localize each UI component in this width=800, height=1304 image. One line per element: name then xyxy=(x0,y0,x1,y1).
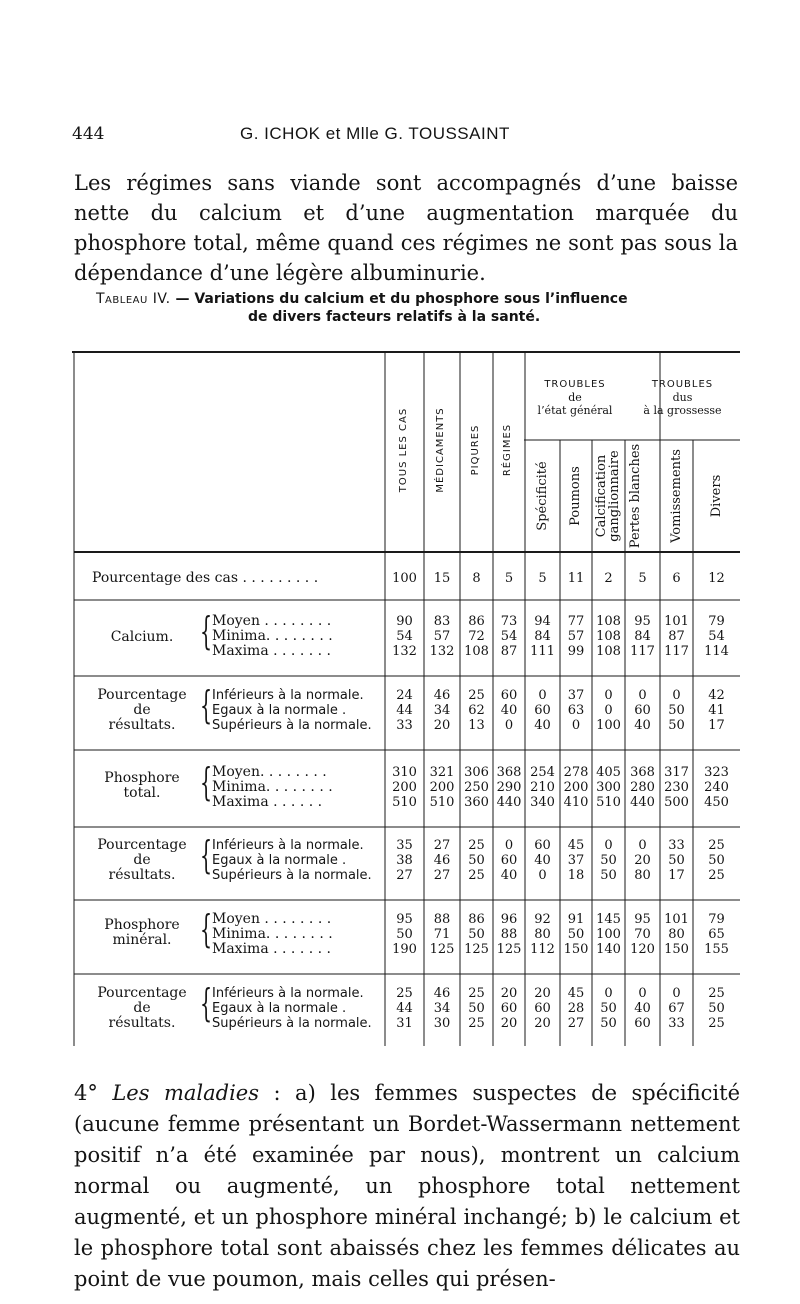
row-group-label-line: total. xyxy=(123,785,161,801)
table-cell: 190 xyxy=(392,942,417,957)
table-cell: 44 xyxy=(396,703,413,718)
table-cell: 250 xyxy=(464,780,489,795)
table-cell: 278 xyxy=(563,765,589,780)
table-cell: 510 xyxy=(596,795,621,810)
table-cell: 34 xyxy=(433,703,451,718)
row-group-label xyxy=(90,986,194,1031)
row-group-label-line: de xyxy=(133,702,151,718)
row-group-label xyxy=(90,918,194,948)
table-cell: 60 xyxy=(500,1001,518,1016)
table-cell: 62 xyxy=(468,703,485,718)
table-cell: 95 xyxy=(396,912,413,927)
table-cell: 200 xyxy=(392,780,417,795)
table-cell: 254 xyxy=(530,765,555,780)
table-cell: 45 xyxy=(567,986,585,1001)
table-cell: 25 xyxy=(468,868,485,883)
row-label: Supérieurs à la normale. xyxy=(212,868,372,883)
table-cell: 11 xyxy=(567,571,585,586)
group-header-line3: l’état général xyxy=(537,404,613,417)
table-cell: 54 xyxy=(500,629,518,644)
row-label: Egaux à la normale . xyxy=(212,703,347,718)
table-cell: 125 xyxy=(429,942,455,957)
table-cell: 306 xyxy=(464,765,489,780)
running-head xyxy=(72,124,752,148)
table-cell: 60 xyxy=(534,838,551,853)
table-cell: 25 xyxy=(468,688,485,703)
table-cell: 117 xyxy=(664,644,689,659)
subcolumn-header: Spécificité xyxy=(534,461,550,531)
group-header-line3: à la grossesse xyxy=(643,404,722,417)
table-cell: 37 xyxy=(567,688,585,703)
row-group-label-line: résultats. xyxy=(108,867,176,883)
table-cell: 200 xyxy=(563,780,589,795)
table-cell: 2 xyxy=(604,571,613,586)
table-cell: 50 xyxy=(468,1001,485,1016)
table-cell: 20 xyxy=(433,718,451,733)
table-cell: 70 xyxy=(634,927,651,942)
table-cell: 34 xyxy=(433,1001,451,1016)
subcolumn-header: Vomissements xyxy=(668,449,684,543)
column-header: RÉGIMES xyxy=(502,423,513,477)
table-cell: 80 xyxy=(668,927,685,942)
table-cell: 50 xyxy=(600,1016,617,1031)
table-cell: 33 xyxy=(668,1016,685,1031)
table-cell: 25 xyxy=(708,838,725,853)
table-cell: 300 xyxy=(596,780,621,795)
table-cell: 60 xyxy=(500,853,518,868)
table-cell: 0 xyxy=(672,688,681,703)
table-cell: 50 xyxy=(600,868,617,883)
table-cell: 20 xyxy=(634,853,651,868)
row-label: Maxima . . . . . . . xyxy=(212,941,331,957)
table-cell: 25 xyxy=(708,868,725,883)
table-cell: 112 xyxy=(530,942,555,957)
row-label: Supérieurs à la normale. xyxy=(212,1016,372,1031)
table-cell: 101 xyxy=(664,912,689,927)
table-cell: 86 xyxy=(468,614,485,629)
table-cell: 79 xyxy=(708,912,725,927)
table-cell: 79 xyxy=(708,614,725,629)
brace-icon: { xyxy=(200,683,213,727)
table-cell: 95 xyxy=(634,912,651,927)
row-sublabels xyxy=(212,614,333,659)
subcolumn-header: Pertes blanches xyxy=(627,443,643,549)
table-cell: 57 xyxy=(567,629,585,644)
table-cell: 0 xyxy=(604,986,613,1001)
table-cell: 210 xyxy=(530,780,555,795)
table-cell: 140 xyxy=(596,942,621,957)
table-cell: 90 xyxy=(396,614,413,629)
table-cell: 120 xyxy=(630,942,655,957)
table-cell: 33 xyxy=(396,718,413,733)
section-number: 4° xyxy=(74,1081,113,1105)
table-cell: 42 xyxy=(708,688,725,703)
table-cell: 0 xyxy=(538,868,547,883)
table-cell: 240 xyxy=(704,780,729,795)
row-group-label-line: résultats. xyxy=(108,1015,176,1031)
table-cell: 41 xyxy=(708,703,725,718)
table-cell: 440 xyxy=(496,795,522,810)
table-cell: 6 xyxy=(672,571,681,586)
row-group-label-line: Pourcentage xyxy=(97,837,187,853)
table-cell: 72 xyxy=(468,629,485,644)
table-cell: 0 xyxy=(638,986,647,1001)
table-cell: 25 xyxy=(396,986,413,1001)
group-header xyxy=(525,378,625,417)
table-cell: 17 xyxy=(708,718,725,733)
table-cell: 57 xyxy=(433,629,451,644)
row-group-label xyxy=(90,688,194,733)
table-cell: 86 xyxy=(468,912,485,927)
table-cell: 50 xyxy=(396,927,413,942)
row-label: Maxima . . . . . . xyxy=(212,794,323,810)
row-group-label-line: Pourcentage xyxy=(97,985,187,1001)
table-cell: 60 xyxy=(634,1016,651,1031)
table-cell: 100 xyxy=(596,718,621,733)
row-label: Moyen . . . . . . . . xyxy=(212,911,332,927)
table-cell: 25 xyxy=(708,1016,725,1031)
table-cell: 13 xyxy=(468,718,485,733)
table-cell: 50 xyxy=(468,927,485,942)
table-cell: 40 xyxy=(500,868,518,883)
table-cell: 0 xyxy=(672,986,681,1001)
row-group-label-line: Pourcentage xyxy=(97,687,187,703)
table-cell: 0 xyxy=(504,838,514,853)
table-cell: 88 xyxy=(500,927,518,942)
table-cell: 54 xyxy=(396,629,413,644)
section-text: : a) les femmes suspectes de spécificité (aucune femme présentant un Bordet-Wassermann nettement positif n’a été examinée par nous), montrent un calcium normal ou augmenté, un phosphore total nettement augmenté, et un phosphore minéral inchangé; b) le calcium et le phosphore total sont abaissés chez les femmes délicates au point de vue poumon, mais celles qui présen- xyxy=(74,1081,740,1291)
table-cell: 50 xyxy=(567,927,585,942)
table-cell: 40 xyxy=(534,853,551,868)
table-cell: 20 xyxy=(534,1016,551,1031)
table-cell: 35 xyxy=(396,838,413,853)
table-cell: 150 xyxy=(563,942,589,957)
table-cell: 500 xyxy=(664,795,689,810)
row-group-label xyxy=(90,771,194,801)
group-header-line2: de xyxy=(568,391,582,404)
table-cell: 92 xyxy=(534,912,551,927)
row-sublabels xyxy=(212,765,333,810)
table-cell: 0 xyxy=(538,688,547,703)
row-group-label-line: de xyxy=(133,852,151,868)
table-cell: 99 xyxy=(567,644,585,659)
table-cell: 405 xyxy=(596,765,621,780)
table-cell: 40 xyxy=(534,718,551,733)
row-label: Egaux à la normale . xyxy=(212,1001,347,1016)
table-cell: 368 xyxy=(630,765,655,780)
table-cell: 50 xyxy=(600,1001,617,1016)
table-cell: 87 xyxy=(668,629,685,644)
page-number: 444 xyxy=(72,124,105,144)
table-cell: 15 xyxy=(433,571,451,586)
table-cell: 67 xyxy=(668,1001,685,1016)
column-header: MÉDICAMENTS xyxy=(435,407,446,493)
table-cell: 12 xyxy=(708,571,725,586)
table-cell: 50 xyxy=(668,853,685,868)
section-title: Les maladies xyxy=(112,1081,260,1105)
row-group-label xyxy=(90,838,194,883)
table-cell: 340 xyxy=(530,795,555,810)
table-cell: 84 xyxy=(534,629,551,644)
row-label: Minima. . . . . . . . xyxy=(212,628,333,644)
table-cell: 31 xyxy=(396,1016,413,1031)
table-cell: 46 xyxy=(433,986,451,1001)
table-cell: 25 xyxy=(468,1016,485,1031)
table-cell: 111 xyxy=(530,644,555,659)
table-cell: 317 xyxy=(664,765,689,780)
table-cell: 230 xyxy=(664,780,689,795)
table-cell: 108 xyxy=(464,644,489,659)
brace-icon: { xyxy=(200,907,213,951)
table-cell: 360 xyxy=(464,795,489,810)
table-cell: 30 xyxy=(433,1016,451,1031)
table-cell: 25 xyxy=(468,838,485,853)
row-label: Inférieurs à la normale. xyxy=(212,838,364,853)
table-cell: 368 xyxy=(496,765,522,780)
table-cell: 44 xyxy=(396,1001,413,1016)
table-cell: 38 xyxy=(396,853,413,868)
group-header-line2: dus xyxy=(672,391,693,404)
table-cell: 94 xyxy=(534,614,551,629)
row-group-label-line: Phosphore xyxy=(104,770,180,786)
table-cell: 0 xyxy=(571,718,581,733)
caption-line-1: — Variations du calcium et du phosphore sous l’influence xyxy=(170,291,628,307)
brace-icon: { xyxy=(200,981,213,1025)
table-cell: 77 xyxy=(567,614,585,629)
table-cell: 50 xyxy=(708,853,725,868)
table-cell: 8 xyxy=(472,571,481,586)
table-cell: 27 xyxy=(433,868,451,883)
table-cell: 95 xyxy=(634,614,651,629)
table-cell: 0 xyxy=(638,688,647,703)
row-group-label xyxy=(90,630,194,645)
table-cell: 5 xyxy=(538,571,547,586)
table-cell: 290 xyxy=(496,780,522,795)
table-cell: 108 xyxy=(596,614,621,629)
table-cell: 100 xyxy=(392,571,417,586)
table-cell: 0 xyxy=(504,718,514,733)
table-cell: 0 xyxy=(604,703,613,718)
table-cell: 0 xyxy=(604,688,613,703)
column-header: TOUS LES CAS xyxy=(397,407,409,493)
table-cell: 65 xyxy=(708,927,725,942)
brace-icon: { xyxy=(200,609,213,653)
table-cell: 20 xyxy=(500,986,518,1001)
table-cell: 60 xyxy=(500,688,518,703)
table-cell: 132 xyxy=(429,644,455,659)
table-cell: 27 xyxy=(433,838,451,853)
table-cell: 40 xyxy=(634,718,651,733)
row-label: Supérieurs à la normale. xyxy=(212,718,372,733)
row-sublabels xyxy=(212,986,372,1031)
table-cell: 60 xyxy=(534,1001,551,1016)
table-cell: 310 xyxy=(392,765,417,780)
row-label: Inférieurs à la normale. xyxy=(212,986,364,1001)
table-cell: 440 xyxy=(630,795,655,810)
caption-label: Tableau IV. xyxy=(96,291,171,307)
row-group-label-line: résultats. xyxy=(108,717,176,733)
table-cell: 50 xyxy=(668,718,685,733)
table-cell: 125 xyxy=(496,942,522,957)
subcolumn-header: Calcification ganglionnaire xyxy=(593,450,622,542)
table-cell: 24 xyxy=(396,688,413,703)
table-cell: 60 xyxy=(534,703,551,718)
table-cell: 321 xyxy=(429,765,455,780)
table-cell: 40 xyxy=(500,703,518,718)
table-cell: 28 xyxy=(567,1001,585,1016)
row-label: Moyen. . . . . . . . xyxy=(212,764,327,780)
table-cell: 145 xyxy=(596,912,621,927)
table-cell: 101 xyxy=(664,614,689,629)
row-label: Maxima . . . . . . . xyxy=(212,643,331,659)
table-cell: 80 xyxy=(534,927,551,942)
brace-icon: { xyxy=(200,833,213,877)
table-cell: 71 xyxy=(433,927,451,942)
table-cell: 132 xyxy=(392,644,417,659)
data-table xyxy=(72,350,740,1046)
table-cell: 200 xyxy=(429,780,455,795)
table-cell: 33 xyxy=(668,838,685,853)
subcolumn-header: Poumons xyxy=(568,466,583,526)
table-cell: 50 xyxy=(668,703,685,718)
table-cell: 83 xyxy=(433,614,451,629)
row-label-percent-cases: Pourcentage des cas . . . . . . . . . xyxy=(92,570,319,586)
group-header-title: TROUBLES xyxy=(544,379,606,390)
table-cell: 108 xyxy=(596,629,621,644)
column-header: PIQURES xyxy=(469,424,481,476)
row-label: Minima. . . . . . . . xyxy=(212,926,333,942)
table-cell: 88 xyxy=(433,912,451,927)
table-cell: 87 xyxy=(500,644,518,659)
paragraph-outro xyxy=(74,1078,740,1295)
row-label: Inférieurs à la normale. xyxy=(212,688,364,703)
table-cell: 510 xyxy=(392,795,417,810)
table-cell: 25 xyxy=(708,986,725,1001)
row-group-label-line: minéral. xyxy=(112,932,172,948)
paragraph-intro: Les régimes sans viande sont accompagnés d’une baisse nette du calcium et d’une augmentation marquée du phosphore total, même quand ces régimes ne sont pas sous la dépendance d’une légère albuminurie. xyxy=(74,171,738,285)
table-cell: 60 xyxy=(634,703,651,718)
row-sublabels xyxy=(212,688,372,733)
table-cell: 0 xyxy=(638,838,647,853)
table-cell: 17 xyxy=(668,868,685,883)
table-cell: 0 xyxy=(604,838,613,853)
table-cell: 450 xyxy=(704,795,729,810)
table-cell: 84 xyxy=(634,629,651,644)
table-cell: 27 xyxy=(396,868,413,883)
table-cell: 37 xyxy=(567,853,585,868)
table-cell: 100 xyxy=(596,927,621,942)
row-group-label-line: Calcium. xyxy=(110,629,174,645)
table-cell: 114 xyxy=(704,644,729,659)
table-cell: 108 xyxy=(596,644,621,659)
table-cell: 50 xyxy=(468,853,485,868)
table-cell: 54 xyxy=(708,629,725,644)
table-cell: 63 xyxy=(567,703,585,718)
row-label: Egaux à la normale . xyxy=(212,853,347,868)
table-cell: 73 xyxy=(500,614,518,629)
row-group-label-line: Phosphore xyxy=(104,917,180,933)
table-cell: 5 xyxy=(638,571,647,586)
table-cell: 40 xyxy=(634,1001,651,1016)
caption-line-2: de divers facteurs relatifs à la santé. xyxy=(248,309,541,325)
row-sublabels xyxy=(212,912,333,957)
table-caption xyxy=(96,290,756,326)
table-cell: 18 xyxy=(567,868,585,883)
table-cell: 46 xyxy=(433,688,451,703)
table-cell: 80 xyxy=(634,868,651,883)
subcolumn-header: Divers xyxy=(708,474,724,518)
group-header-title: TROUBLES xyxy=(651,379,714,390)
row-sublabels xyxy=(212,838,372,883)
table-cell: 20 xyxy=(534,986,551,1001)
table-cell: 46 xyxy=(433,853,451,868)
group-header xyxy=(625,378,740,417)
row-label: Minima. . . . . . . . xyxy=(212,779,333,795)
table-cell: 125 xyxy=(464,942,489,957)
table-cell: 27 xyxy=(567,1016,585,1031)
table-cell: 96 xyxy=(500,912,518,927)
running-title: G. ICHOK et Mlle G. TOUSSAINT xyxy=(240,124,510,143)
table-cell: 117 xyxy=(630,644,655,659)
table-cell: 45 xyxy=(567,838,585,853)
table-cell: 150 xyxy=(664,942,689,957)
table-cell: 5 xyxy=(504,571,514,586)
table-cell: 155 xyxy=(704,942,729,957)
table-cell: 410 xyxy=(563,795,589,810)
table-cell: 280 xyxy=(630,780,655,795)
table-cell: 50 xyxy=(600,853,617,868)
table-cell: 25 xyxy=(468,986,485,1001)
table-cell: 323 xyxy=(704,765,729,780)
table-cell: 20 xyxy=(500,1016,518,1031)
table-cell: 50 xyxy=(708,1001,725,1016)
brace-icon: { xyxy=(200,760,213,804)
table-cell: 510 xyxy=(429,795,455,810)
row-label: Moyen . . . . . . . . xyxy=(212,613,332,629)
row-group-label-line: de xyxy=(133,1000,151,1016)
table-cell: 91 xyxy=(567,912,585,927)
